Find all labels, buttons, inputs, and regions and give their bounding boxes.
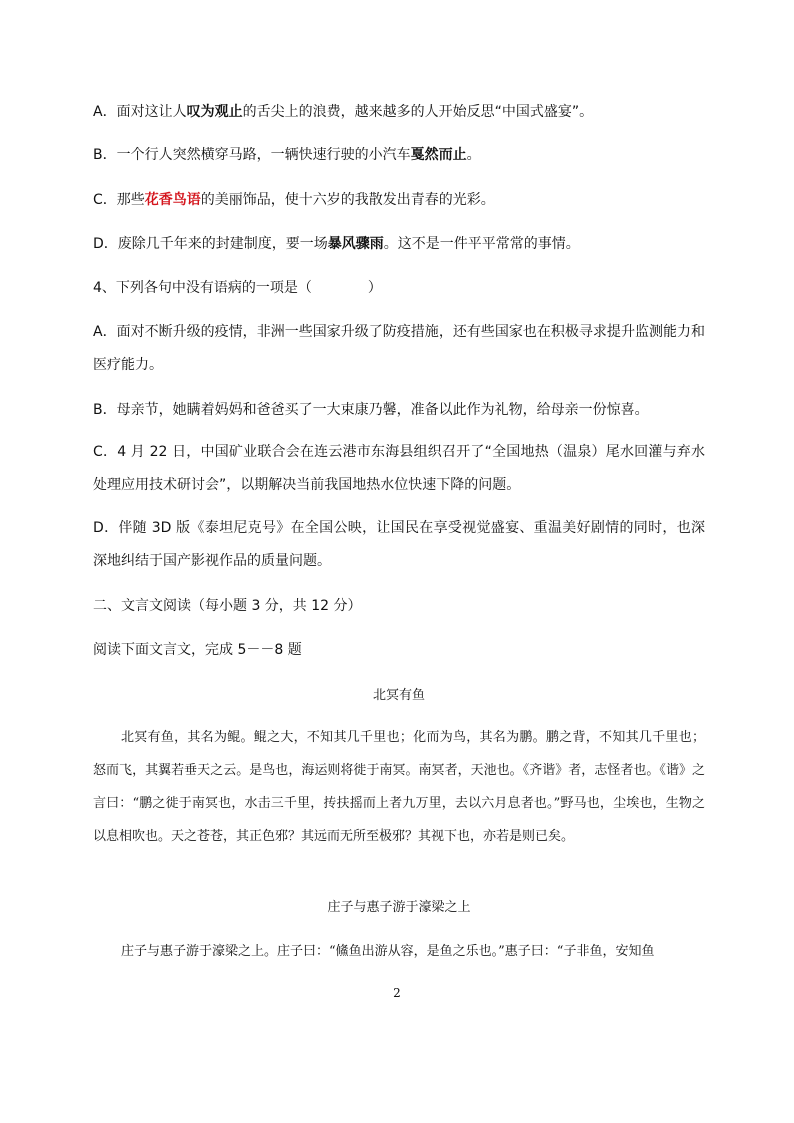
option-3c-highlight: 花香鸟语 [144, 192, 201, 208]
option-4a: A．面对不断升级的疫情，非洲一些国家升级了防疫措施，还有些国家也在积极寻求提升监测能力和医疗能力。 [93, 324, 705, 373]
passage-1-title: 北冥有鱼 [372, 688, 425, 703]
option-3a-pre: A．面对这让人 [93, 104, 187, 120]
section-instruction: 阅读下面文言文，完成 5－－8 题 [93, 642, 302, 658]
passage-2-text: 庄子与惠子游于濠梁之上。庄子曰：“鯈鱼出游从容，是鱼之乐也。”惠子曰：“子非鱼，安知鱼 [121, 944, 655, 959]
option-3b-pre: B．一个行人突然横穿马路，一辆快速行驶的小汽车 [93, 147, 411, 163]
option-3d-highlight: 暴风骤雨 [327, 236, 384, 252]
option-4b: B．母亲节，她瞒着妈妈和爸爸买了一大束康乃馨，准备以此作为礼物，给母亲一份惊喜。 [93, 402, 649, 418]
question-4-stem: 4、下列各句中没有语病的一项是（ ） [93, 280, 382, 296]
option-3c-post: 的美丽饰品，使十六岁的我散发出青春的光彩。 [200, 192, 495, 208]
option-3b-highlight: 戛然而止 [410, 147, 467, 163]
option-3d [93, 235, 705, 253]
option-3a [93, 103, 705, 121]
page-number: 2 [393, 986, 401, 1000]
option-3c-pre: C．那些 [93, 192, 145, 208]
option-4c: C．4 月 22 日，中国矿业联合会在连云港市东海县组织召开了“全国地热（温泉）尾水回灌与弃水处理应用技术研讨会”，以期解决当前我国地热水位快速下降的问题。 [93, 444, 705, 493]
option-3b [93, 146, 705, 164]
option-3b-post: 。 [466, 147, 481, 163]
option-3c [93, 191, 705, 209]
option-3d-post: 。这不是一件平平常常的事情。 [383, 236, 580, 252]
section-heading: 二、文言文阅读（每小题 3 分，共 12 分） [93, 598, 362, 614]
passage-1-text: 北冥有鱼，其名为鲲。鲲之大，不知其几千里也；化而为鸟，其名为鹏。鹏之背，不知其几千里也；怒而飞，其翼若垂天之云。是鸟也，海运则将徙于南冥。南冥者，天池也。《齐谐》者，志怪者也。《谐》之言曰：“鹏之徙于南冥也，水击三千里，抟扶摇而上者九万里，去以六月息者也。”野马也，尘埃也，生物之以息相吹也。天之苍苍，其正色邪？其远而无所至极邪？其视下也，亦若是则已矣。 [93, 730, 705, 844]
passage-2-title: 庄子与惠子游于濠梁之上 [327, 900, 471, 915]
option-4d: D．伴随 3D 版《泰坦尼克号》在全国公映，让国民在享受视觉盛宴、重温美好剧情的同时，也深深地纠结于国产影视作品的质量问题。 [93, 520, 705, 569]
option-3d-pre: D．废除几千年来的封建制度，要一场 [93, 236, 328, 252]
option-3a-post: 的舌尖上的浪费，越来越多的人开始反思“中国式盛宴”。 [242, 104, 594, 120]
option-3a-highlight: 叹为观止 [186, 104, 243, 120]
